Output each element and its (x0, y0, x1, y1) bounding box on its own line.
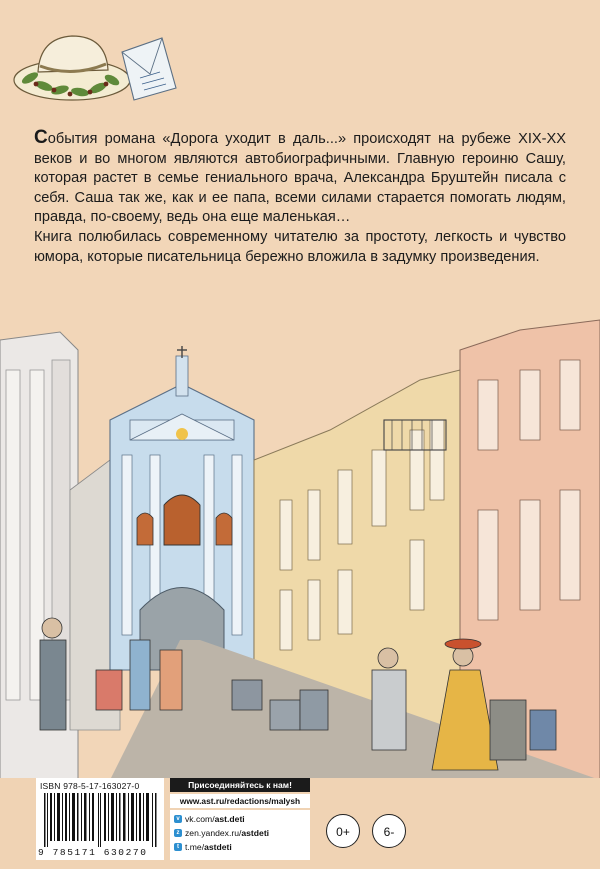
vk-link-prefix: vk.com/ (185, 814, 215, 824)
vk-icon: v (174, 815, 182, 823)
zen-link-prefix: zen.yandex.ru/ (185, 828, 242, 838)
barcode-bars (42, 793, 158, 847)
hat-illustration (10, 8, 190, 108)
back-cover-footer (0, 778, 600, 869)
telegram-link-handle: astdeti (204, 842, 232, 852)
age-rating-badge: 0+ (326, 814, 360, 848)
telegram-link-prefix: t.me/ (185, 842, 205, 852)
social-links-list (170, 810, 310, 860)
street-scene-illustration (0, 310, 600, 780)
social-link-telegram[interactable] (170, 840, 310, 854)
isbn-barcode (36, 778, 164, 860)
social-link-zen[interactable] (170, 826, 310, 840)
age-restriction-badge: 6- (372, 814, 406, 848)
zen-icon: z (174, 829, 182, 837)
social-link-vk[interactable] (170, 812, 310, 826)
drop-cap: С (34, 127, 48, 148)
zen-link-handle: astdeti (241, 828, 270, 838)
social-links-panel (170, 778, 310, 860)
book-blurb (34, 128, 566, 267)
publisher-site-link[interactable]: www.ast.ru/redactions/malysh (170, 794, 310, 808)
blurb-paragraph-2: Книга полюбилась современному читателю за простоту, легкость и чувство юмора, которые писательница бережно вложила в задумку произведения. (34, 228, 566, 265)
isbn-label: ISBN 978-5-17-163027-0 (40, 781, 140, 791)
blurb-paragraph-1-text: обытия романа «Дорога уходит в даль...» происходят на рубеже XIX-XX веков и во многом являются автобиографичными. Главную героиню Сашу, которая растет в семье гениального врача, Александра Бруштейн писала с себя. Саша так же, как и ее папа, всеми силами старается помогать людям, правда, по-своему, ведь она еще маленькая… (34, 131, 566, 226)
blurb-paragraph-1 (34, 128, 566, 228)
join-us-heading: Присоединяйтесь к нам! (170, 778, 310, 792)
vk-link-handle: ast.deti (214, 814, 245, 824)
telegram-icon: t (174, 843, 182, 851)
barcode-digits: 9 785171 630270 (38, 847, 148, 858)
